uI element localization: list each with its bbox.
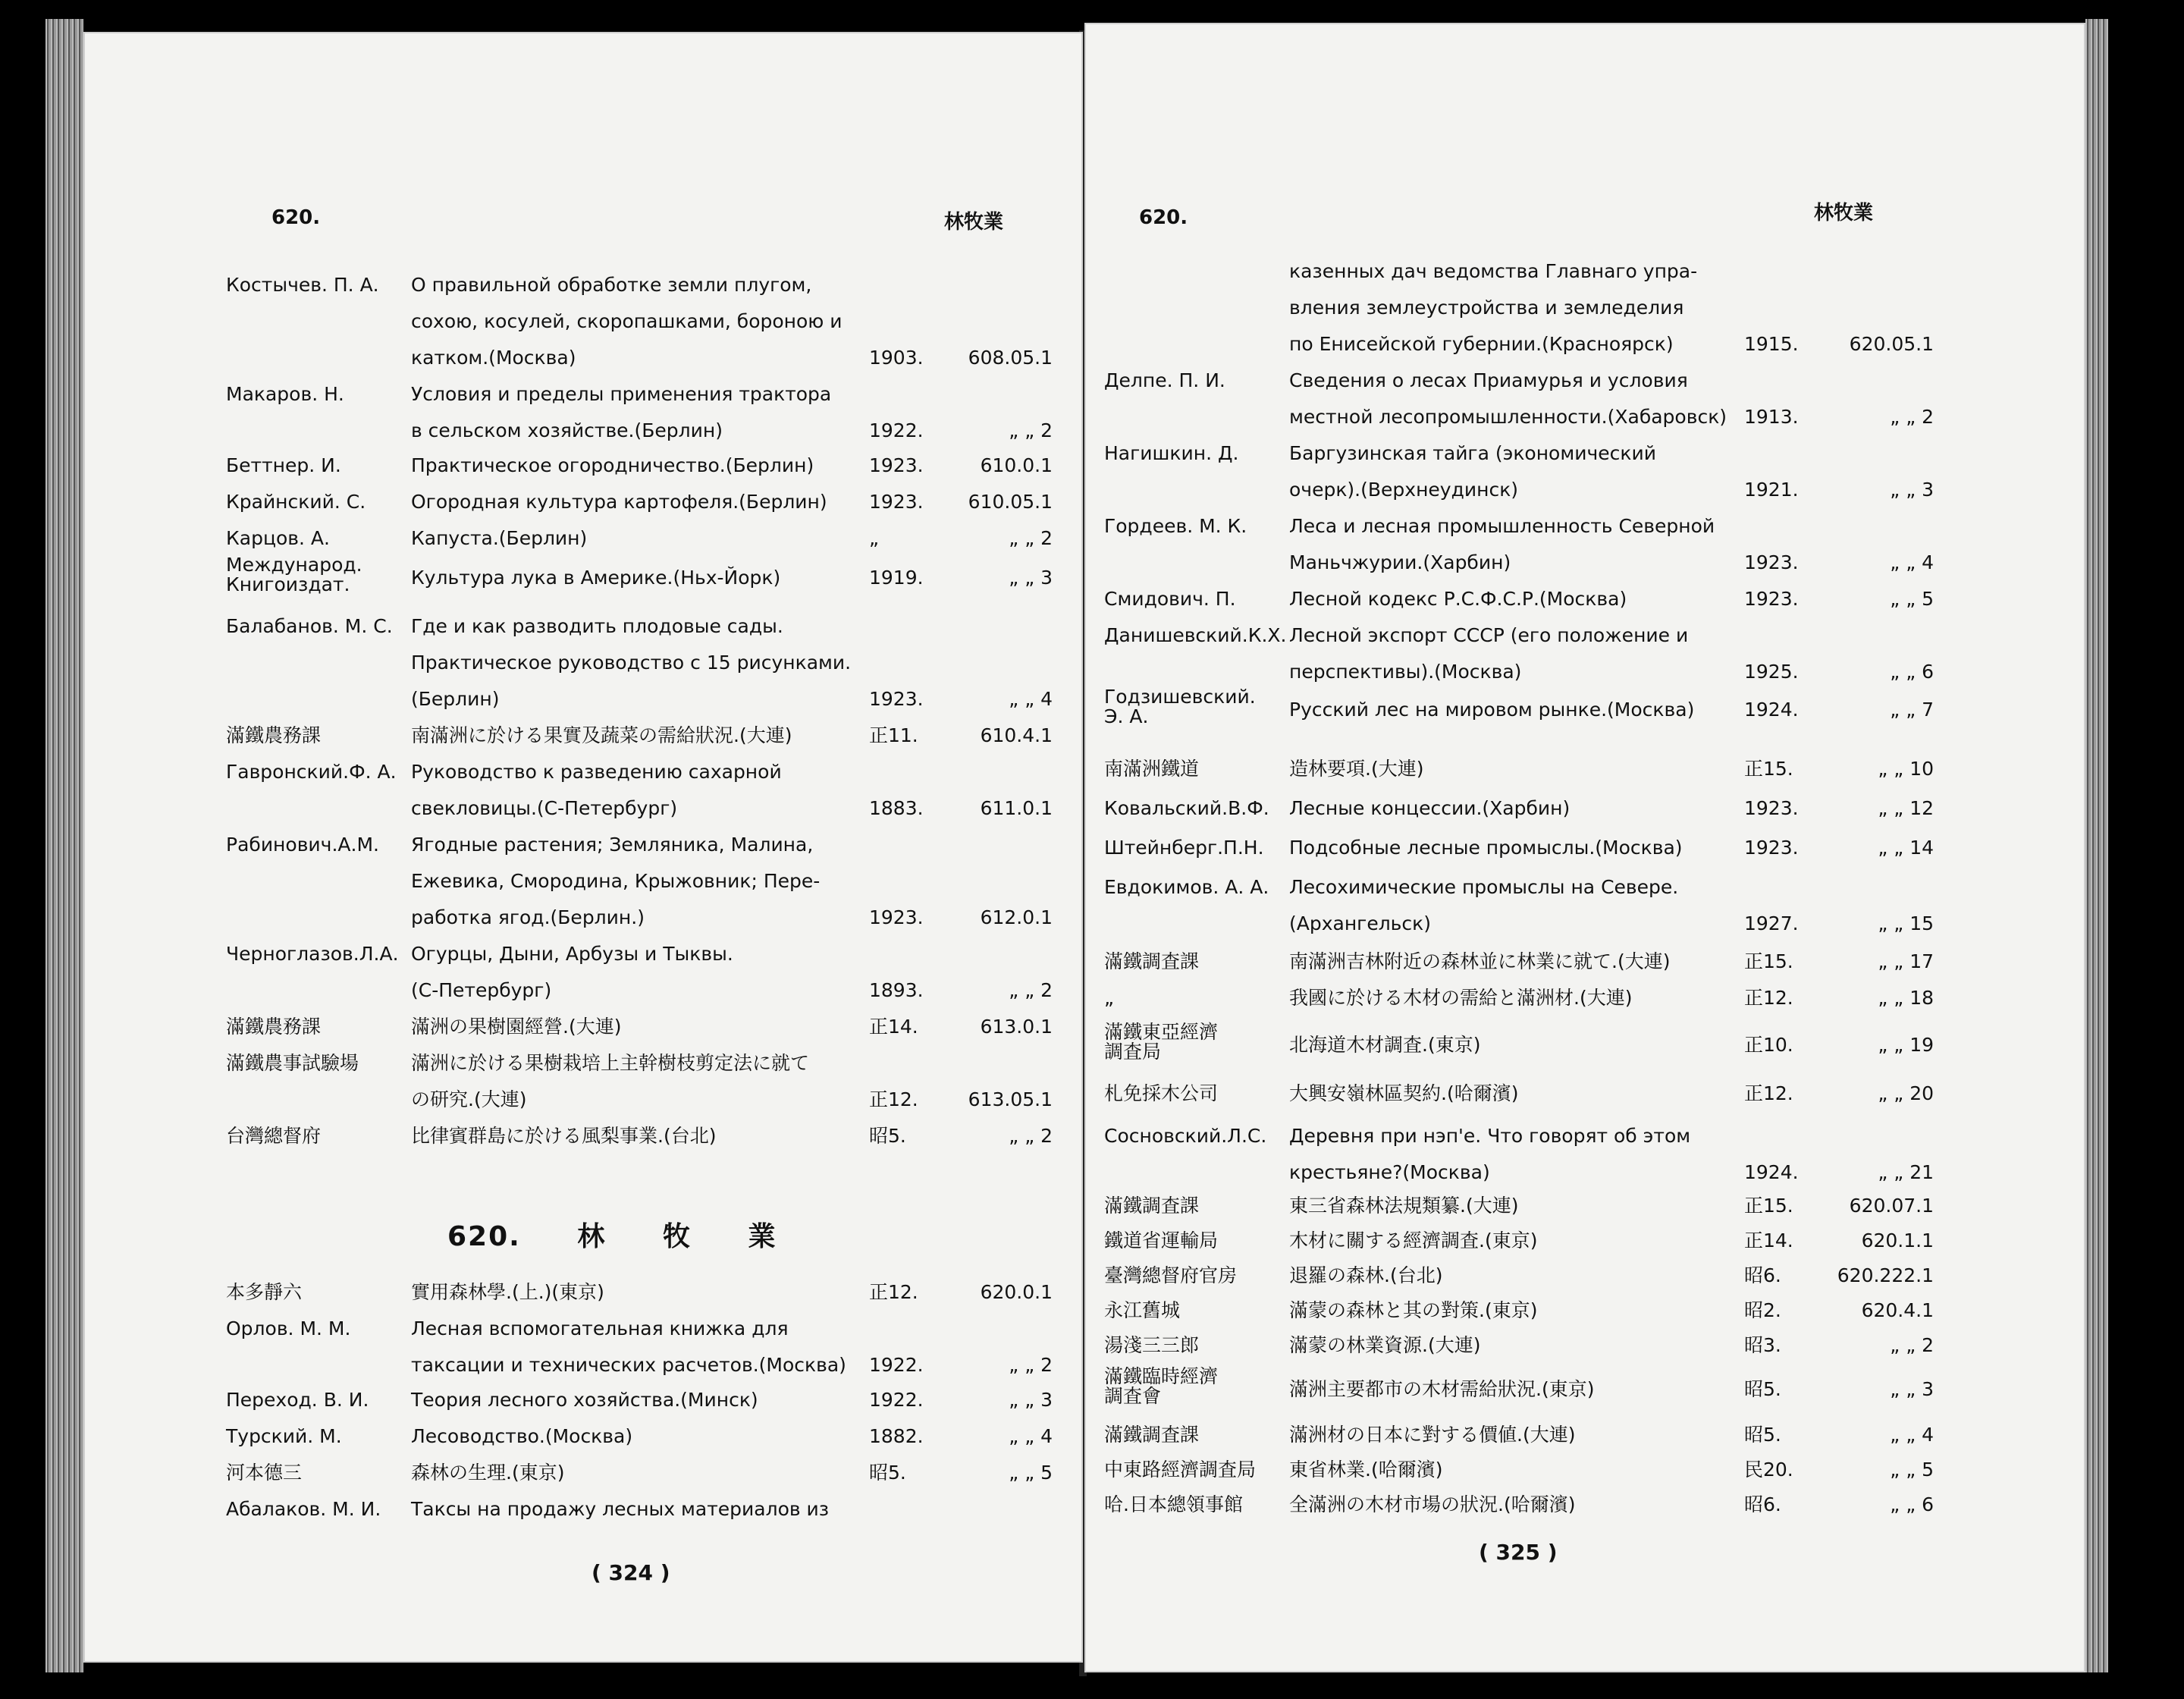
bibliography-entry — [1084, 435, 2085, 508]
entry-title: Лесоводство.(Москва) — [411, 1425, 633, 1447]
bibliography-entry — [83, 448, 1083, 484]
entry-title: 東三省森林法規類纂.(大連) — [1289, 1195, 1519, 1217]
entry-year: 民20. — [1744, 1459, 1793, 1481]
bibliography-entry — [1084, 1118, 2085, 1191]
entry-author: Штейнберг.П.Н. — [1104, 837, 1264, 859]
entry-class-number: „ „ 2 — [1890, 406, 1934, 428]
entry-title: Сведения о лесах Приамурья и условия местной лесопромышленности.(Хабаровск) — [1289, 369, 1727, 428]
entry-class-number: 610.4.1 — [980, 724, 1053, 746]
bibliography-entry — [83, 376, 1083, 449]
entry-year: 正11. — [869, 724, 918, 746]
entry-title: Таксы на продажу лесных материалов из — [411, 1498, 830, 1520]
entry-year: 正10. — [1744, 1034, 1793, 1056]
entry-title: Условия и пределы применения трактора в сельском хозяйстве.(Берлин) — [411, 383, 832, 441]
entry-title: Лесная вспомогательная книжка для таксации и технических расчетов.(Москва) — [411, 1317, 846, 1376]
bibliography-entry — [1084, 980, 2085, 1016]
entry-title: 東省林業.(哈爾濱) — [1289, 1459, 1443, 1481]
entry-author: 滿鐵調査課 — [1104, 1195, 1200, 1217]
bibliography-entry — [83, 1418, 1083, 1455]
entry-year: 昭6. — [1744, 1264, 1781, 1286]
entry-author: 札免採木公司 — [1104, 1082, 1219, 1104]
entry-title: 木材に關する經濟調査.(東京) — [1289, 1229, 1538, 1251]
entry-class-number: „ „ 4 — [1009, 1425, 1053, 1447]
bibliography-entry — [1084, 581, 2085, 617]
right-page-header-number: 620. — [1139, 206, 1188, 229]
entry-author: Крайнский. С. — [226, 491, 366, 513]
entry-author: Евдокимов. А. А. — [1104, 876, 1269, 898]
entry-year: 1921. — [1744, 479, 1799, 501]
bibliography-entry — [1084, 1021, 2085, 1063]
entry-class-number: „ „ 19 — [1878, 1034, 1934, 1056]
entry-class-number: 620.07.1 — [1849, 1195, 1934, 1217]
bibliography-entry — [83, 1274, 1083, 1311]
entry-title: 滿蒙の森林と其の對策.(東京) — [1289, 1299, 1538, 1321]
entry-title: Лесной кодекс Р.С.Ф.С.Р.(Москва) — [1289, 588, 1627, 610]
entry-author: Турский. М. — [226, 1425, 342, 1447]
entry-author: 本多靜六 — [226, 1281, 303, 1303]
entry-title: 造林要項.(大連) — [1289, 758, 1424, 780]
entry-year: 昭5. — [1744, 1378, 1781, 1400]
entry-class-number: „ „ 3 — [1009, 567, 1053, 589]
entry-title: 全滿洲の木材市場の狀況.(哈爾濱) — [1289, 1493, 1576, 1515]
entry-class-number: „ „ 7 — [1890, 699, 1934, 721]
entry-class-number: 620.0.1 — [980, 1281, 1053, 1303]
entry-year: 1913. — [1744, 406, 1799, 428]
bibliography-entry — [83, 1491, 1083, 1528]
entry-year: 昭5. — [869, 1125, 906, 1147]
entry-year: 1923. — [869, 688, 924, 710]
entry-class-number: „ „ 2 — [1009, 1125, 1053, 1147]
bibliography-entry — [83, 267, 1083, 376]
entry-title: Теория лесного хозяйства.(Минск) — [411, 1389, 758, 1411]
entry-year: 1923. — [869, 906, 924, 928]
entry-author: Балабанов. М. С. — [226, 615, 393, 637]
entry-author: Костычев. П. А. — [226, 274, 379, 296]
entry-year: 正12. — [869, 1088, 918, 1110]
entry-title: 北海道木材調査.(東京) — [1289, 1034, 1481, 1056]
entry-title: 南滿洲吉林附近の森林並に林業に就て.(大連) — [1289, 950, 1671, 972]
entry-class-number: „ „ 4 — [1890, 1424, 1934, 1446]
entry-year: 1922. — [869, 1389, 924, 1411]
section-char-1: 林 — [577, 1221, 607, 1252]
bibliography-entry — [1084, 1487, 2085, 1523]
entry-author: 南滿洲鐵道 — [1104, 758, 1200, 780]
entry-title: Лесохимические промыслы на Севере. (Архангельск) — [1289, 876, 1679, 934]
bibliography-entry — [1084, 751, 2085, 787]
entry-title: Огородная культура картофеля.(Берлин) — [411, 491, 827, 513]
bibliography-entry — [1084, 944, 2085, 980]
entry-class-number: „ „ 10 — [1878, 758, 1934, 780]
entry-class-number: „ „ 4 — [1890, 551, 1934, 573]
entry-author: Данишевский.К.Х. — [1104, 624, 1287, 646]
bibliography-entry — [1084, 869, 2085, 942]
entry-title: Деревня при нэп'е. Что говорят об этом крестьяне?(Москва) — [1289, 1125, 1691, 1183]
entry-class-number: „ „ 5 — [1890, 1459, 1934, 1481]
bibliography-entry — [83, 754, 1083, 827]
entry-year: 1923. — [869, 454, 924, 476]
entry-class-number: „ „ 4 — [1009, 688, 1053, 710]
entry-year: 1915. — [1744, 333, 1799, 355]
entry-title: 滿蒙の林業資源.(大連) — [1289, 1334, 1481, 1356]
entry-author: 中東路經濟調査局 — [1104, 1459, 1257, 1481]
entry-author: Годзишевский. Э. А. — [1104, 686, 1256, 727]
entry-class-number: „ „ 18 — [1878, 987, 1934, 1009]
entry-author: Смидович. П. — [1104, 588, 1236, 610]
bibliography-entry — [1084, 1188, 2085, 1224]
entry-author: 滿鐵農務課 — [226, 724, 322, 746]
entry-title: 滿洲主要都市の木材需給狀況.(東京) — [1289, 1378, 1595, 1400]
entry-author: Сосновский.Л.С. — [1104, 1125, 1267, 1147]
entry-author: 滿鐵調査課 — [1104, 1424, 1200, 1446]
bibliography-entry — [83, 608, 1083, 718]
bibliography-entry — [1084, 1223, 2085, 1259]
entry-year: 正12. — [1744, 987, 1793, 1009]
bibliography-entry — [83, 1455, 1083, 1491]
entry-year: 1924. — [1744, 1161, 1799, 1183]
entry-class-number: 620.4.1 — [1861, 1299, 1934, 1321]
bibliography-entry — [1084, 830, 2085, 866]
entry-title: 我國に於ける木材の需給と滿洲材.(大連) — [1289, 987, 1633, 1009]
entry-year: 1923. — [1744, 797, 1799, 819]
section-char-2: 牧 — [662, 1221, 692, 1252]
left-page — [83, 32, 1083, 1663]
bibliography-entry — [83, 1382, 1083, 1418]
entry-year: 昭2. — [1744, 1299, 1781, 1321]
entry-title: 比律賓群島に於ける風梨事業.(台北) — [411, 1125, 717, 1147]
entry-year: 昭5. — [869, 1462, 906, 1484]
left-page-header-title: 林牧業 — [944, 211, 1004, 234]
entry-title: 大興安嶺林區契約.(哈爾濱) — [1289, 1082, 1519, 1104]
entry-year: 1893. — [869, 979, 924, 1001]
bibliography-entry — [1084, 363, 2085, 435]
entry-class-number: „ „ 3 — [1009, 1389, 1053, 1411]
entry-author: 滿鐵農事試驗場 — [226, 1052, 359, 1074]
entry-title: Баргузинская тайга (экономический очерк).(Верхнеудинск) — [1289, 442, 1656, 501]
entry-author: 哈.日本總領事館 — [1104, 1493, 1243, 1515]
entry-author: 滿鐵調査課 — [1104, 950, 1200, 972]
entry-author: 滿鐵東亞經濟 調査局 — [1104, 1021, 1219, 1063]
bibliography-entry — [1084, 1365, 2085, 1408]
bibliography-entry — [1084, 1258, 2085, 1294]
entry-year: 1903. — [869, 347, 924, 369]
entry-year: 1922. — [869, 419, 924, 441]
entry-year: 正15. — [1744, 950, 1793, 972]
bibliography-entry — [83, 554, 1083, 596]
entry-title: Капуста.(Берлин) — [411, 527, 588, 549]
bibliography-entry — [83, 1045, 1083, 1118]
entry-class-number: 620.1.1 — [1861, 1229, 1934, 1251]
entry-author: Рабинович.А.М. — [226, 834, 379, 856]
entry-title: 森林の生理.(東京) — [411, 1462, 565, 1484]
entry-author: 滿鐵農務課 — [226, 1016, 322, 1038]
entry-title: 滿洲に於ける果樹栽培上主幹樹枝剪定法に就て の研究.(大連) — [411, 1052, 810, 1110]
entry-author: 鐵道省運輸局 — [1104, 1229, 1219, 1251]
entry-author: Гавронский.Ф. А. — [226, 761, 397, 783]
book-edge-left — [46, 19, 83, 1672]
entry-class-number: 612.0.1 — [980, 906, 1053, 928]
entry-title: Огурцы, Дыни, Арбузы и Тыквы. (С-Петербург) — [411, 943, 733, 1001]
entry-year: 正14. — [1744, 1229, 1793, 1251]
right-page-folio: ( 325 ) — [1479, 1540, 1558, 1565]
entry-author: Беттнер. И. — [226, 454, 341, 476]
entry-year: 正12. — [1744, 1082, 1793, 1104]
bibliography-entry — [1084, 1076, 2085, 1112]
entry-class-number: 610.05.1 — [968, 491, 1053, 513]
bibliography-entry — [1084, 1327, 2085, 1364]
bibliography-entry — [1084, 253, 2085, 363]
bibliography-entry — [83, 936, 1083, 1009]
entry-class-number: „ „ 2 — [1009, 527, 1053, 549]
entry-author: 河本德三 — [226, 1462, 303, 1484]
entry-year: 1927. — [1744, 912, 1799, 934]
left-page-folio: ( 324 ) — [592, 1560, 670, 1585]
entry-title: Практическое огородничество.(Берлин) — [411, 454, 814, 476]
entry-class-number: „ „ 2 — [1009, 1354, 1053, 1376]
bibliography-entry — [1084, 1452, 2085, 1488]
entry-class-number: 613.05.1 — [968, 1088, 1053, 1110]
entry-class-number: „ „ 15 — [1878, 912, 1934, 934]
entry-author: Делпе. П. И. — [1104, 369, 1225, 391]
entry-class-number: 620.222.1 — [1837, 1264, 1934, 1286]
entry-class-number: 608.05.1 — [968, 347, 1053, 369]
entry-year: 昭3. — [1744, 1334, 1781, 1356]
entry-author: Нагишкин. Д. — [1104, 442, 1239, 464]
entry-class-number: „ „ 20 — [1878, 1082, 1934, 1104]
bibliography-entry — [1084, 790, 2085, 827]
entry-title: Ягодные растения; Земляника, Малина, Ежевика, Смородина, Крыжовник; Пере- работка ягод.(Берлин.) — [411, 834, 821, 928]
entry-title: Подсобные лесные промыслы.(Москва) — [1289, 837, 1683, 859]
entry-title: 滿洲の果樹園經營.(大連) — [411, 1016, 622, 1038]
entry-year: 正15. — [1744, 1195, 1793, 1217]
entry-class-number: „ „ 2 — [1890, 1334, 1934, 1356]
bibliography-entry — [1084, 686, 2085, 728]
entry-title: Где и как разводить плодовые сады. Практическое руководство с 15 рисунками. (Берлин) — [411, 615, 852, 710]
entry-author: Орлов. М. М. — [226, 1317, 351, 1339]
section-number: 620. — [447, 1221, 521, 1252]
entry-title: О правильной обработке земли плугом, сохою, косулей, скоропашками, бороною и катком.(Москва) — [411, 274, 843, 369]
bibliography-entry — [83, 827, 1083, 936]
entry-title: 南滿洲に於ける果實及蔬菜の需給狀況.(大連) — [411, 724, 792, 746]
bibliography-entry — [1084, 508, 2085, 581]
book-edge-right — [2085, 19, 2108, 1672]
entry-author: 台灣總督府 — [226, 1125, 322, 1147]
bibliography-entry — [1084, 1417, 2085, 1453]
entry-year: 1883. — [869, 797, 924, 819]
entry-author: Абалаков. М. И. — [226, 1498, 381, 1520]
entry-class-number: „ „ 5 — [1890, 588, 1934, 610]
entry-class-number: „ „ 21 — [1878, 1161, 1934, 1183]
entry-title: Лесной экспорт СССР (его положение и перспективы).(Москва) — [1289, 624, 1689, 683]
entry-class-number: „ „ 3 — [1890, 1378, 1934, 1400]
entry-year: 正14. — [869, 1016, 918, 1038]
entry-year: 1923. — [1744, 837, 1799, 859]
entry-author: Международ. Книгоиздат. — [226, 554, 362, 595]
entry-title: Русский лес на мировом рынке.(Москва) — [1289, 699, 1695, 721]
entry-class-number: 610.0.1 — [980, 454, 1053, 476]
entry-author: Черноглазов.Л.А. — [226, 943, 399, 965]
entry-year: 昭6. — [1744, 1493, 1781, 1515]
entry-title: 滿洲材の日本に對する價値.(大連) — [1289, 1424, 1576, 1446]
entry-class-number: „ „ 3 — [1890, 479, 1934, 501]
entry-year: 正15. — [1744, 758, 1793, 780]
entry-class-number: „ „ 12 — [1878, 797, 1934, 819]
entry-year: 昭5. — [1744, 1424, 1781, 1446]
entry-year: 1922. — [869, 1354, 924, 1376]
right-page — [1084, 23, 2085, 1672]
entry-class-number: 611.0.1 — [980, 797, 1053, 819]
bibliography-entry — [83, 484, 1083, 520]
entry-year: 1923. — [869, 491, 924, 513]
entry-author: Ковальский.В.Ф. — [1104, 797, 1269, 819]
entry-title: Лесные концессии.(Харбин) — [1289, 797, 1571, 819]
entry-author: „ — [1104, 987, 1114, 1009]
entry-author: 滿鐵臨時經濟 調査會 — [1104, 1365, 1219, 1407]
bibliography-entry — [83, 1311, 1083, 1383]
entry-class-number: 613.0.1 — [980, 1016, 1053, 1038]
entry-year: 1925. — [1744, 661, 1799, 683]
entry-title: Руководство к разведению сахарной свекловицы.(С-Петербург) — [411, 761, 782, 819]
entry-class-number: „ „ 6 — [1890, 1493, 1934, 1515]
bibliography-entry — [83, 1118, 1083, 1154]
entry-class-number: „ „ 6 — [1890, 661, 1934, 683]
entry-year: „ — [869, 527, 879, 549]
entry-year: 1924. — [1744, 699, 1799, 721]
right-page-header-title: 林牧業 — [1814, 202, 1874, 225]
entry-class-number: „ „ 5 — [1009, 1462, 1053, 1484]
entry-title: 實用森林學.(上.)(東京) — [411, 1281, 604, 1303]
bibliography-entry — [83, 1009, 1083, 1045]
entry-title: 退羅の森林.(台北) — [1289, 1264, 1443, 1286]
bibliography-entry — [1084, 1292, 2085, 1329]
entry-author: 永江舊城 — [1104, 1299, 1181, 1321]
entry-class-number: „ „ 14 — [1878, 837, 1934, 859]
entry-class-number: 620.05.1 — [1849, 333, 1934, 355]
entry-author: Макаров. Н. — [226, 383, 344, 405]
entry-year: 1882. — [869, 1425, 924, 1447]
entry-author: Гордеев. М. К. — [1104, 515, 1247, 537]
entry-year: 1919. — [869, 567, 924, 589]
entry-author: Карцов. А. — [226, 527, 330, 549]
entry-author: 湯淺三三郎 — [1104, 1334, 1200, 1356]
bibliography-entry — [83, 718, 1083, 754]
left-page-header-number: 620. — [271, 206, 321, 229]
entry-title: Культура лука в Америке.(Ньх-Йорк) — [411, 567, 781, 589]
entry-year: 正12. — [869, 1281, 918, 1303]
entry-year: 1923. — [1744, 588, 1799, 610]
entry-title: Леса и лесная промышленность Северной Маньчжурии.(Харбин) — [1289, 515, 1715, 573]
entry-title: казенных дач ведомства Главнаго упра- вления землеустройства и земледелия по Енисейской губернии.(Красноярск) — [1289, 260, 1698, 355]
entry-author: 臺灣總督府官房 — [1104, 1264, 1238, 1286]
bibliography-entry — [1084, 617, 2085, 690]
entry-author: Переход. В. И. — [226, 1389, 369, 1411]
section-heading — [447, 1215, 823, 1254]
entry-class-number: „ „ 2 — [1009, 419, 1053, 441]
bibliography-entry — [83, 520, 1083, 557]
entry-class-number: „ „ 2 — [1009, 979, 1053, 1001]
entry-year: 1923. — [1744, 551, 1799, 573]
section-char-3: 業 — [748, 1221, 777, 1252]
entry-class-number: „ „ 17 — [1878, 950, 1934, 972]
